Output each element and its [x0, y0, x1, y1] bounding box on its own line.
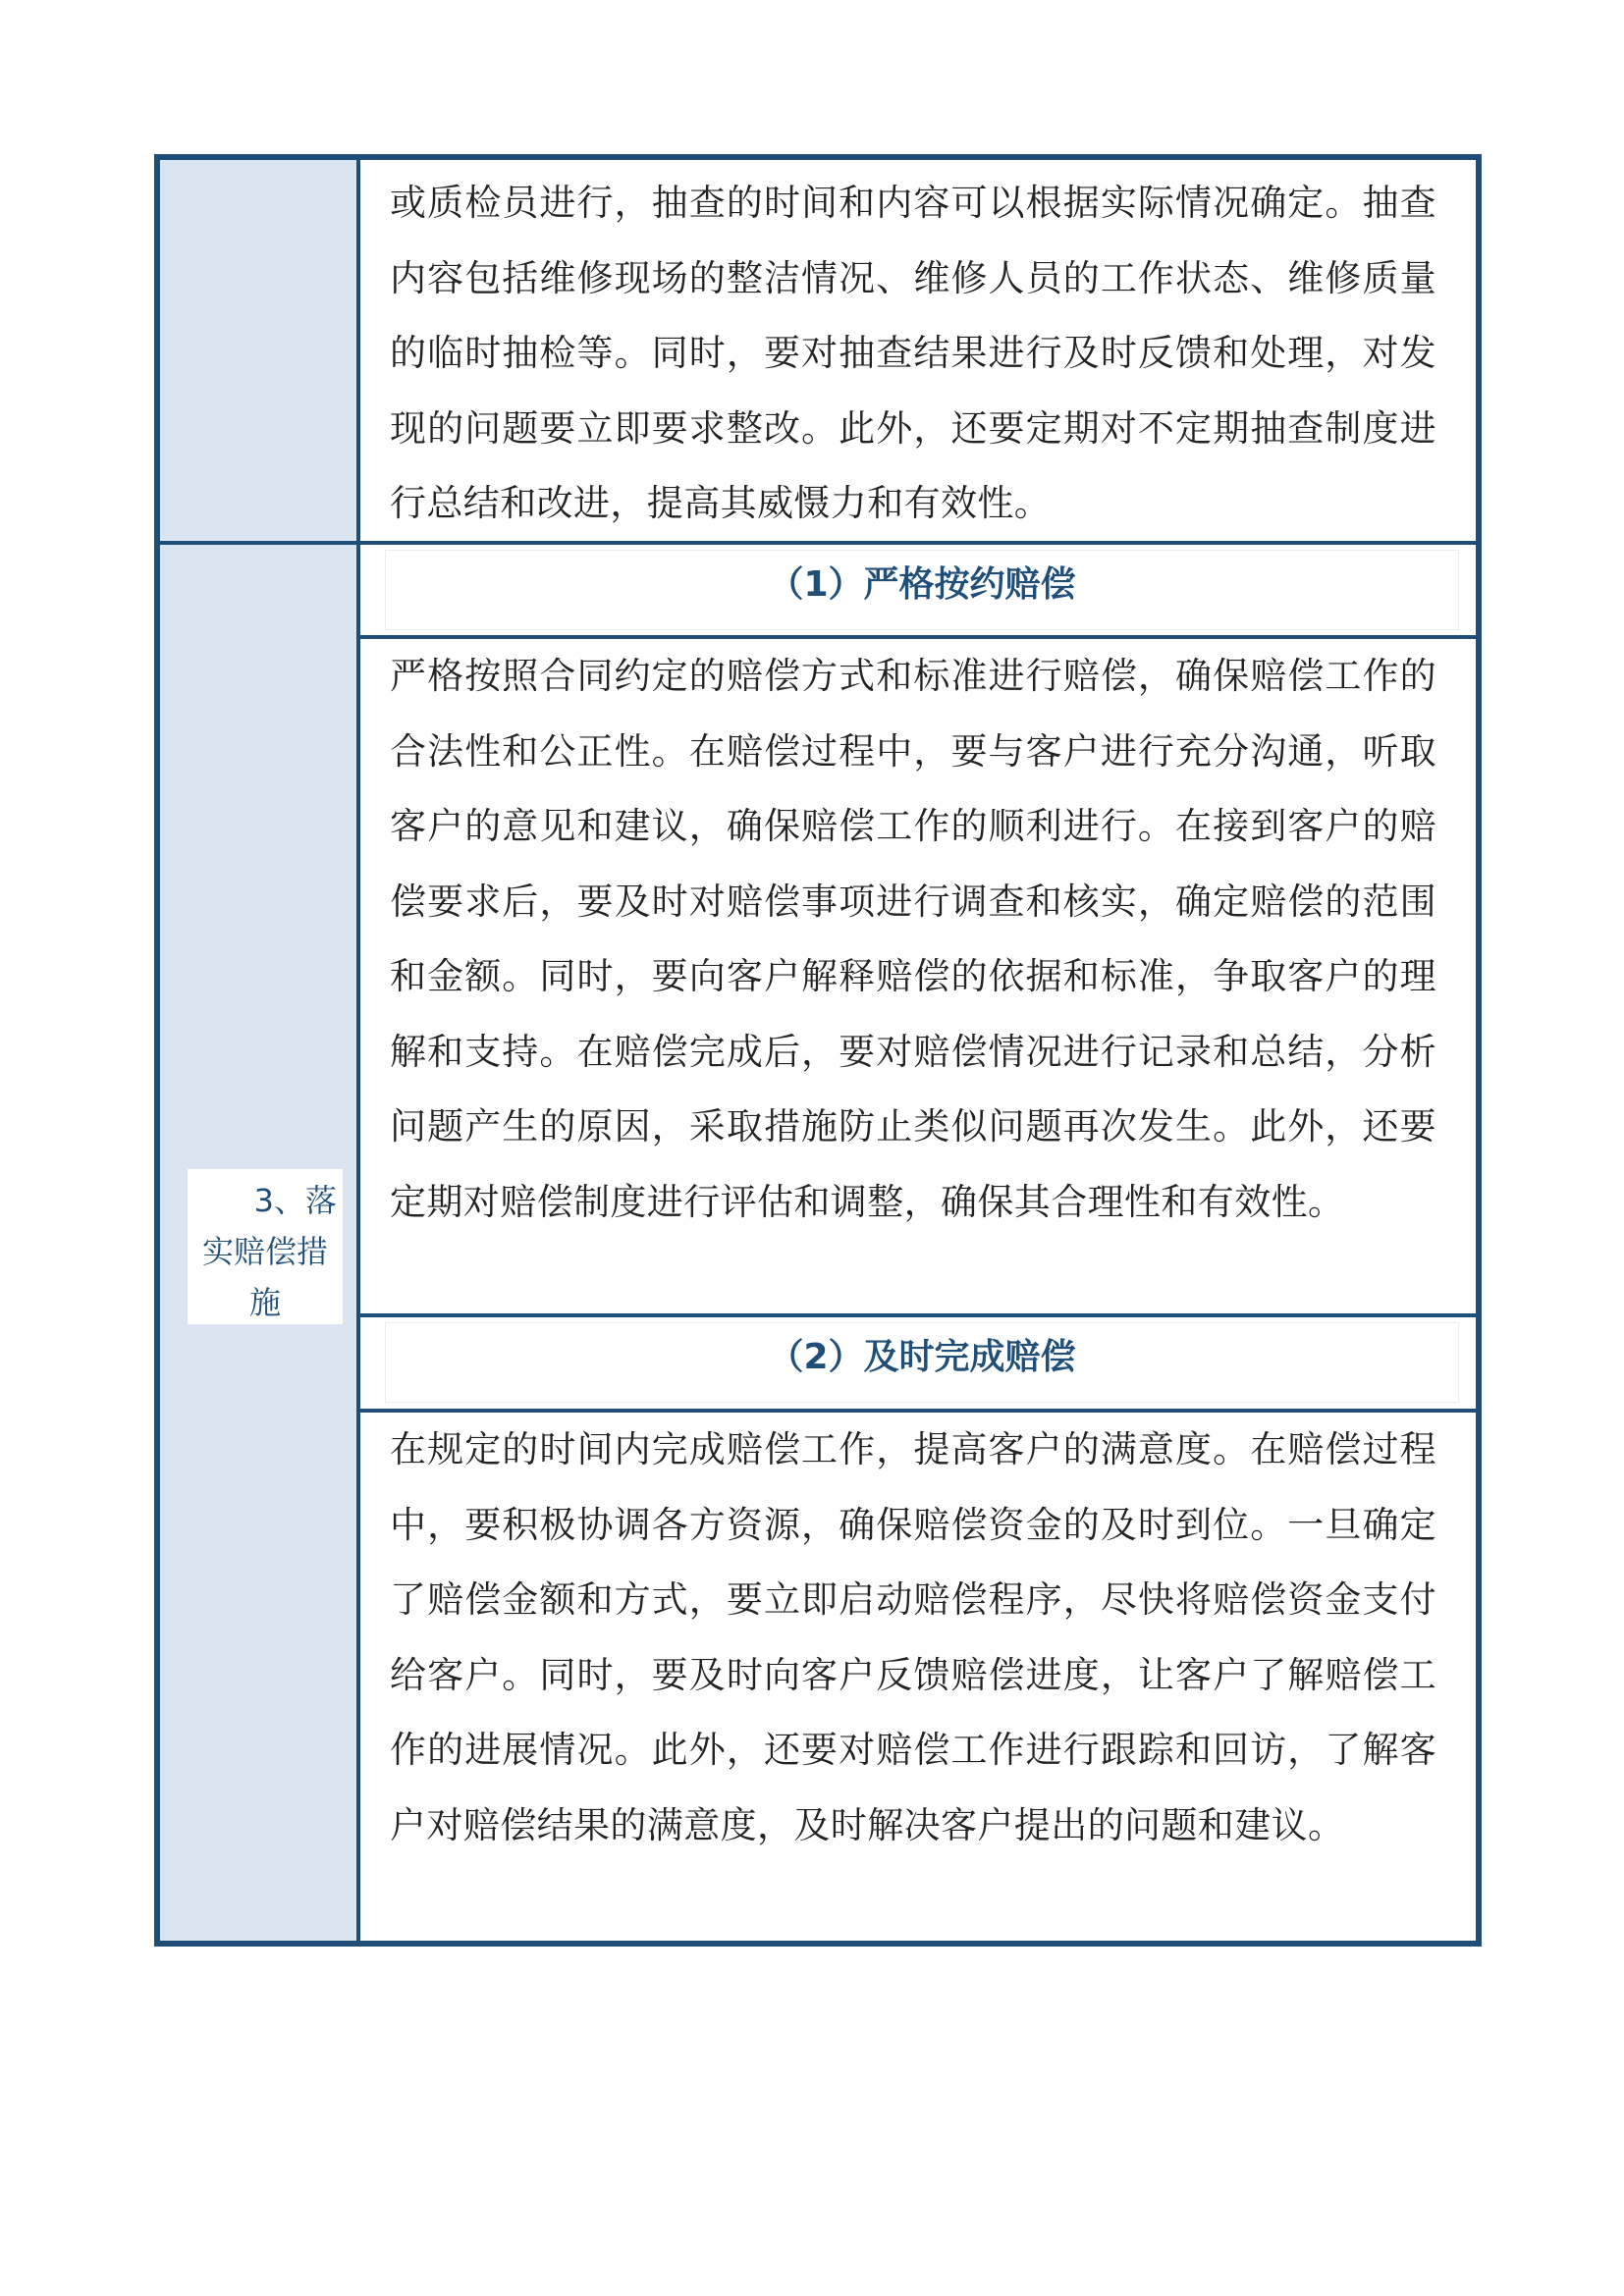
paragraph-timely-compensation: 在规定的时间内完成赔偿工作，提高客户的满意度。在赔偿过程中，要积极协调各方资源，确保赔偿资金的及时到位。一旦确定了赔偿金额和方式，要立即启动赔偿程序，尽快将赔偿资金支付给客户。同时，要及时向客户反馈赔偿进度，让客户了解赔偿工作的进展情况。此外，还要对赔偿工作进行跟踪和回访，了解客户对赔偿结果的满意度，及时解决客户提出的问题和建议。 — [390, 1428, 1436, 1846]
left-row-divider — [160, 541, 360, 545]
row-divider — [360, 541, 1476, 545]
continued-paragraph: 或质检员进行，抽查的时间和内容可以根据实际情况确定。抽查内容包括维修现场的整洁情况、维修人员的工作状态、维修质量的临时抽检等。同时，要对抽查结果进行及时反馈和处理，对发现的问题要立即要求整改。此外，还要定期对不定期抽查制度进行总结和改进，提高其威慑力和有效性。 — [390, 182, 1436, 524]
paragraph-strict-compensation: 严格按照合同约定的赔偿方式和标准进行赔偿，确保赔偿工作的合法性和公正性。在赔偿过程中，要与客户进行充分沟通，听取客户的意见和建议，确保赔偿工作的顺利进行。在接到客户的赔偿要求后，要及时对赔偿事项进行调查和核实，确定赔偿的范围和金额。同时，要向客户解释赔偿的依据和标准，争取客户的理解和支持。在赔偿完成后，要对赔偿情况进行记录和总结，分析问题产生的原因，采取措施防止类似问题再次发生。此外，还要定期对赔偿制度进行评估和调整，确保其合理性和有效性。 — [390, 655, 1436, 1223]
subheading-timely-compensation: （2）及时完成赔偿 — [386, 1323, 1458, 1402]
category-label-line-1: 3、落 — [253, 1182, 337, 1219]
category-label-line-3: 施 — [248, 1284, 281, 1321]
row-divider — [360, 1313, 1476, 1317]
measures-table — [154, 154, 1482, 1947]
category-label — [188, 1169, 343, 1324]
left-category-column — [160, 160, 360, 1941]
category-label-line-2: 实赔偿措 — [201, 1233, 328, 1270]
content-column — [360, 160, 1476, 1941]
subheading-strict-compensation: （1）严格按约赔偿 — [386, 551, 1458, 629]
